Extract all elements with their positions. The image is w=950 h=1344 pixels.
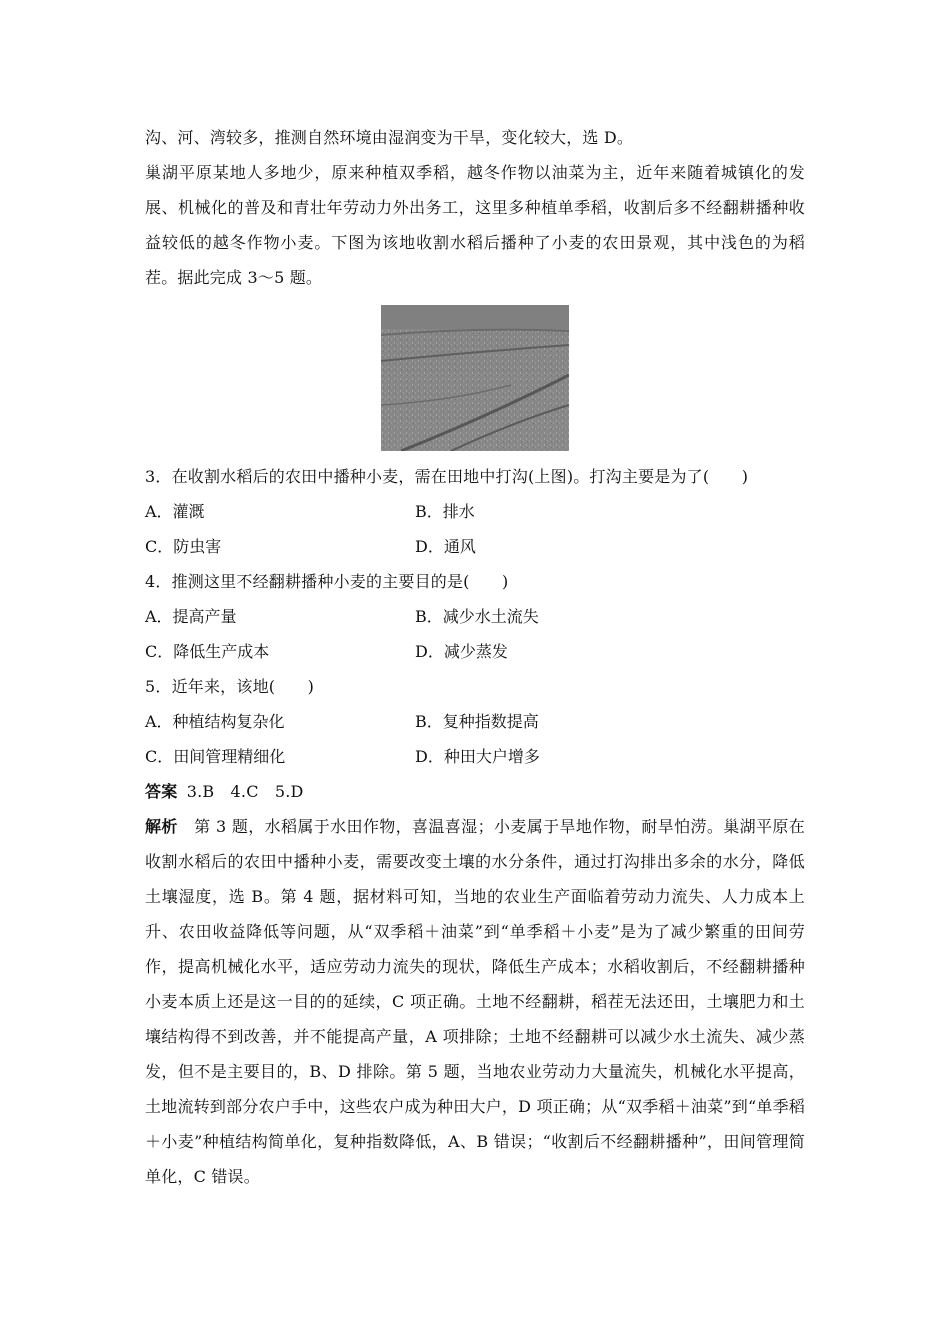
answer-line <box>145 774 805 809</box>
question-5-options-row-2 <box>145 739 805 774</box>
question-5-option-d: D．种田大户增多 <box>415 747 540 766</box>
analysis-paragraph <box>145 809 805 1194</box>
answer-values: 3.B 4.C 5.D <box>186 782 304 801</box>
question-3-option-c: C．防虫害 <box>145 537 222 556</box>
question-3-options-row-2 <box>145 529 805 564</box>
question-5-option-b: B．复种指数提高 <box>415 712 539 731</box>
question-4-options-row-1 <box>145 599 805 634</box>
question-4-option-d: D．减少蒸发 <box>415 642 508 661</box>
question-4-option-c: C．降低生产成本 <box>145 642 270 661</box>
document-page <box>145 120 805 1194</box>
question-3-option-a: A．灌溉 <box>145 502 205 521</box>
analysis-label: 解析 <box>145 817 178 836</box>
question-4-option-a: A．提高产量 <box>145 607 237 626</box>
farmland-photo <box>381 305 569 451</box>
question-3-options-row-1 <box>145 494 805 529</box>
carryover-text: 沟、河、湾较多，推测自然环境由湿润变为干旱，变化较大，选 D。 <box>145 128 634 147</box>
passage-text: 巢湖平原某地人多地少，原来种植双季稻，越冬作物以油菜为主，近年来随着城镇化的发展、机械化的普及和青壮年劳动力外出务工，这里多种植单季稻，收割后多不经翻耕播种收益较低的越冬作物小麦。下图为该地收割水稻后播种了小麦的农田景观，其中浅色的为稻茬。据此完成 3～5 题。 <box>145 163 805 287</box>
question-4-option-b: B．减少水土流失 <box>415 607 539 626</box>
question-5-option-c: C．田间管理精细化 <box>145 747 286 766</box>
question-3-option-b: B．排水 <box>415 502 475 521</box>
figure-container <box>145 305 805 455</box>
question-3-stem: 3．在收割水稻后的农田中播种小麦，需在田地中打沟(上图)。打沟主要是为了( ) <box>145 467 749 486</box>
question-3-option-d: D．通风 <box>415 537 476 556</box>
question-4-options-row-2 <box>145 634 805 669</box>
question-5-option-a: A．种植结构复杂化 <box>145 712 285 731</box>
question-5-stem: 5．近年来，该地( ) <box>145 677 315 696</box>
question-4-stem: 4．推测这里不经翻耕播种小麦的主要目的是( ) <box>145 572 509 591</box>
answer-label: 答案 <box>145 782 178 801</box>
question-5-options-row-1 <box>145 704 805 739</box>
analysis-text: 第 3 题，水稻属于水田作物，喜温喜湿；小麦属于旱地作物，耐旱怕涝。巢湖平原在收割水稻后的农田中播种小麦，需要改变土壤的水分条件，通过打沟排出多余的水分，降低土壤湿度，选 B。第 4 题，据材料可知，当地的农业生产面临着劳动力流失、人力成本上升、农田收益降低等问题，从“双季稻＋油菜”到“单季稻＋小麦”是为了减少繁重的田间劳作，提高机械化水平，适应劳动力流失的现状，降低生产成本；水稻收割后，不经翻耕播种小麦本质上还是这一目的的延续，C 项正确。土地不经翻耕，稻茬无法还田，土壤肥力和土壤结构得不到改善，并不能提高产量，A 项排除；土地不经翻耕可以减少水土流失、减少蒸发，但不是主要目的，B、D 排除。第 5 题，当地农业劳动力大量流失，机械化水平提高，土地流转到部分农户手中，这些农户成为种田大户，D 项正确；从“双季稻＋油菜”到“单季稻＋小麦”种植结构简单化，复种指数降低，A、B 错误；“收割后不经翻耕播种”，田间管理简单化，C 错误。 <box>145 817 806 1186</box>
